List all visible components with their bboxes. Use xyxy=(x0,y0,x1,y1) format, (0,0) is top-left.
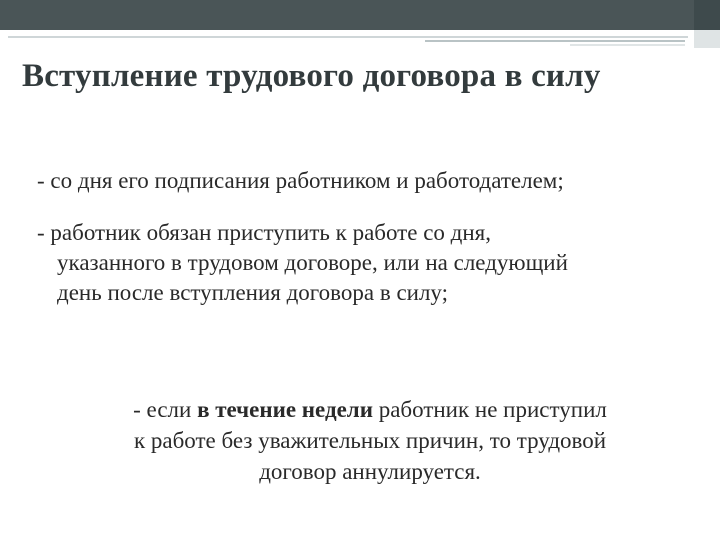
bullet-line xyxy=(70,394,670,425)
bullet-item-start-work xyxy=(37,218,697,308)
accent-line xyxy=(8,36,688,38)
bullet-line: указанного в трудовом договоре, или на следующий xyxy=(57,250,568,275)
bullet-line: день после вступления договора в силу; xyxy=(57,280,449,305)
accent-line xyxy=(425,40,685,42)
bullet-line: к работе без уважительных причин, то трудовой xyxy=(133,428,607,453)
bullet-item-annulment xyxy=(70,394,670,487)
bullet-item-signing: - со дня его подписания работником и работодателем; xyxy=(37,168,564,193)
bullet-text: - если xyxy=(133,397,198,422)
slide-header-corner xyxy=(694,0,720,30)
slide-header-bar xyxy=(0,0,720,30)
accent-line xyxy=(570,44,685,46)
bullet-line: - работник обязан приступить к работе со дня, xyxy=(37,220,491,245)
bullet-line: договор аннулируется. xyxy=(259,459,481,484)
bullet-text: работник не приступил xyxy=(372,397,607,422)
slide-side-accent xyxy=(694,30,720,48)
slide-title: Вступление трудового договора в силу xyxy=(22,58,601,94)
emphasis-text: в течение недели xyxy=(197,397,373,422)
